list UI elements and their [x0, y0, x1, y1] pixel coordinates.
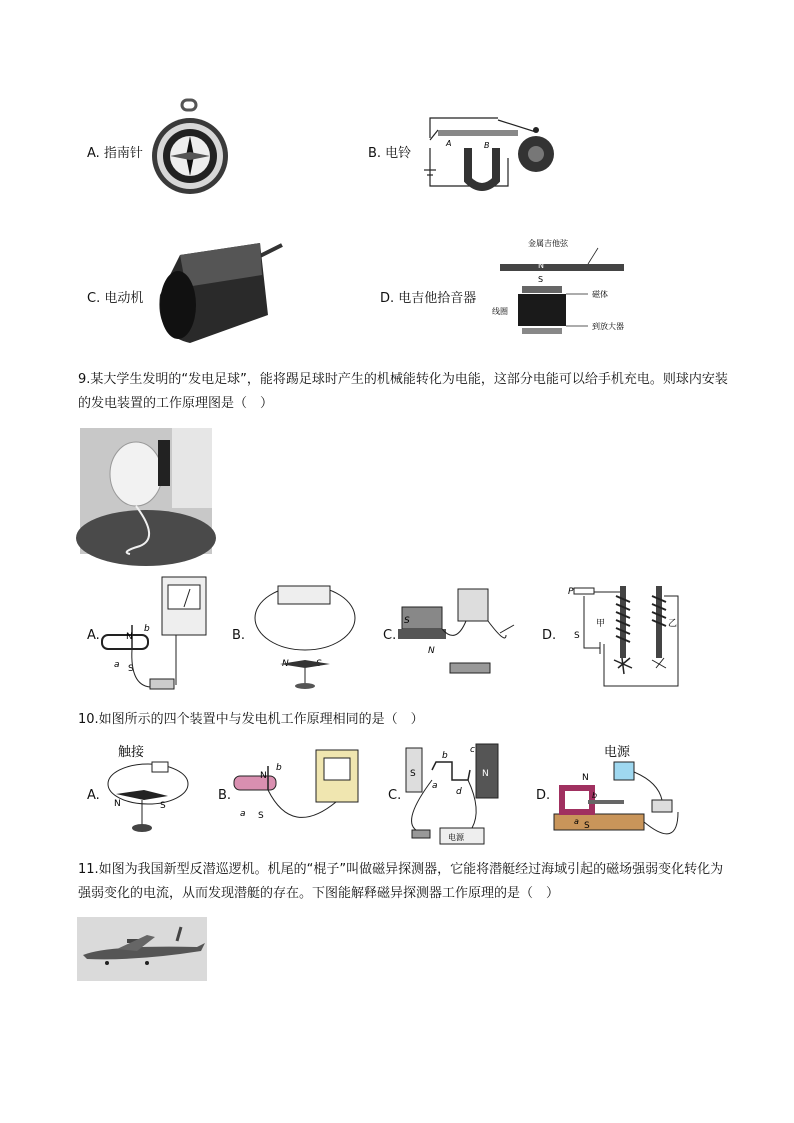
svg-text:a: a: [574, 817, 579, 826]
q9-generator-diagram-a: [100, 575, 210, 693]
option-c-label: C. 电动机: [87, 291, 144, 306]
svg-text:a: a: [114, 660, 120, 670]
q10-option-d: D.: [536, 788, 551, 803]
svg-text:N: N: [482, 769, 489, 779]
electric-bell-diagram: [418, 108, 558, 196]
svg-text:S: S: [538, 275, 544, 284]
power-football-photo: [80, 428, 212, 554]
svg-text:c: c: [470, 745, 475, 755]
svg-text:b: b: [442, 751, 448, 761]
question-9-text: 9.某大学生发明的“发电足球”，能将踢足球时产生的机械能转化为电能，这部分电能可以给手机充电。则球内安装的发电装置的工作原理图是（ ）: [78, 372, 728, 411]
svg-text:N: N: [582, 773, 589, 783]
svg-text:S: S: [128, 664, 134, 674]
svg-text:S: S: [160, 801, 166, 811]
guitar-pickup-diagram: [488, 236, 648, 348]
svg-text:电源: 电源: [604, 745, 631, 760]
q10-option-a: A.: [87, 788, 100, 803]
q10-option-c: C.: [388, 788, 402, 803]
svg-text:a: a: [240, 809, 246, 819]
svg-text:触接: 触接: [118, 745, 145, 760]
svg-text:磁体: 磁体: [592, 290, 608, 299]
svg-text:N: N: [538, 261, 544, 270]
svg-text:乙: 乙: [668, 619, 678, 629]
compass-image: [150, 98, 230, 196]
q10-option-b: B.: [218, 788, 232, 803]
q10-diagram-c: [402, 740, 502, 850]
q9-option-c: C.: [383, 628, 397, 643]
svg-text:A: A: [446, 139, 452, 148]
question-11-text: 11.如图为我国新型反潜巡逻机。机尾的“棍子”叫做磁异探测器，它能将潜艇经过海域引起的磁场强弱变化转化为强弱变化的电流，从而发现潜艇的存在。下图能解释磁异探测器工作原理的是（ ）: [78, 862, 724, 901]
svg-text:N: N: [428, 646, 435, 656]
svg-text:N: N: [126, 632, 133, 642]
svg-text:B: B: [484, 141, 490, 150]
svg-text:电源: 电源: [448, 833, 464, 842]
option-b-label: B. 电铃: [368, 146, 412, 161]
question-10-text: 10.如图所示的四个装置中与发电机工作原理相同的是（ ）: [78, 712, 424, 727]
q10-diagram-d: [548, 742, 684, 852]
svg-text:甲: 甲: [596, 619, 606, 629]
patrol-aircraft-photo: [77, 917, 207, 981]
svg-text:S: S: [258, 811, 264, 821]
svg-text:S: S: [574, 631, 580, 641]
q9-option-b: B.: [232, 628, 246, 643]
q9-option-d: D.: [542, 628, 557, 643]
svg-text:b: b: [144, 624, 150, 634]
svg-text:P: P: [568, 587, 574, 597]
svg-text:线圈: 线圈: [492, 307, 508, 316]
svg-text:d: d: [456, 787, 462, 797]
svg-text:b: b: [276, 763, 282, 773]
svg-text:S: S: [584, 821, 590, 831]
svg-text:N: N: [260, 771, 267, 781]
q9-generator-diagram-b: [250, 578, 360, 690]
svg-text:b: b: [592, 791, 598, 800]
q9-electromagnet-diagram-d: [560, 582, 690, 692]
option-a-label: A. 指南针: [87, 146, 143, 161]
q9-option-a: A.: [87, 628, 100, 643]
q10-diagram-b: [232, 748, 362, 832]
electric-motor-image: [150, 235, 285, 347]
svg-text:S: S: [410, 769, 416, 779]
option-d-label: D. 电吉他拾音器: [380, 291, 477, 306]
q9-generator-diagram-c: [396, 585, 526, 685]
svg-text:a: a: [432, 781, 438, 791]
svg-text:到放大器: 到放大器: [592, 322, 624, 331]
svg-text:金属吉他弦: 金属吉他弦: [528, 239, 568, 248]
svg-text:S: S: [404, 616, 410, 626]
q10-diagram-a: [100, 742, 192, 838]
svg-text:N: N: [114, 799, 121, 809]
